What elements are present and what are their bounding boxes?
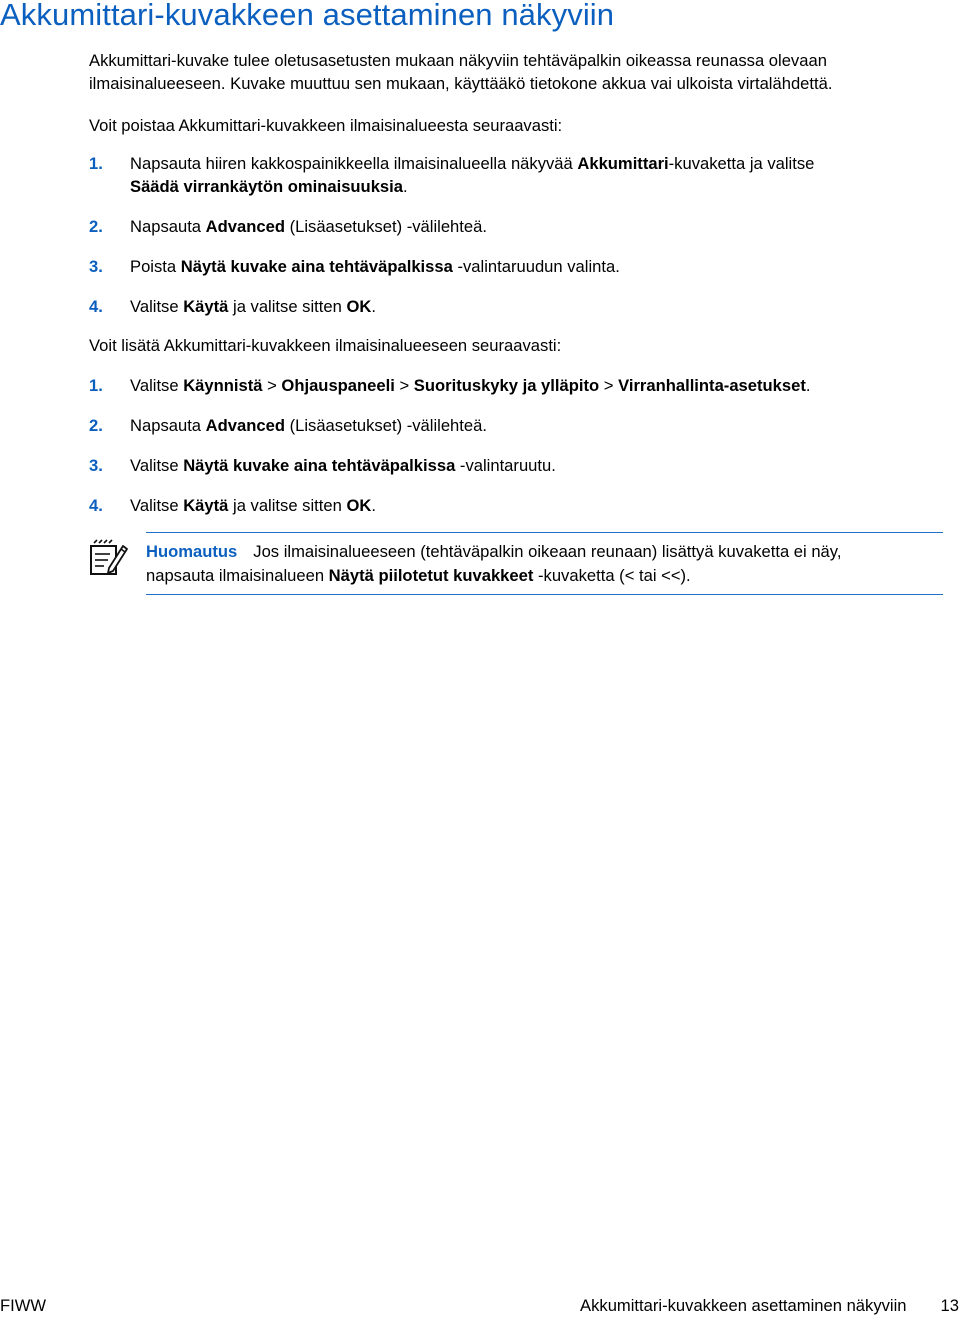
note-label: Huomautus [146, 542, 238, 561]
footer-doc-code: FIWW [0, 1296, 47, 1315]
ui-term: Advanced [205, 416, 285, 435]
note-pencil-icon [88, 537, 130, 579]
add-lead: Voit lisätä Akkumittari-kuvakkeen ilmaisinalueeseen seuraavasti: [89, 336, 562, 355]
ui-term: Käytä [183, 496, 229, 515]
page-title: Akkumittari-kuvakkeen asettaminen näkyviin [0, 0, 615, 32]
ui-term: Virranhallinta-asetukset [618, 376, 806, 395]
ui-term: Näytä piilotetut kuvakkeet [328, 566, 534, 585]
step-number: 4. [89, 297, 103, 316]
step-number: 1. [89, 154, 103, 173]
note-text [146, 540, 841, 588]
step-text: Napsauta hiiren kakkospainikkeella ilmaisinalueella näkyvää Akkumittari-kuvaketta ja valitse [130, 154, 815, 173]
step-text: Valitse Käytä ja valitse sitten OK. [130, 297, 376, 316]
step-text: Napsauta Advanced (Lisäasetukset) -välilehteä. [130, 416, 487, 435]
step-text: Poista Näytä kuvake aina tehtäväpalkissa -valintaruudun valinta. [130, 257, 620, 276]
intro-line-2: ilmaisinalueeseen. Kuvake muuttuu sen mukaan, käyttääkö tietokone akkua vai ulkoista virtalähdettä. [89, 74, 833, 93]
step-number: 1. [89, 376, 103, 395]
ui-term: OK [346, 496, 372, 515]
step-text: Valitse Näytä kuvake aina tehtäväpalkissa -valintaruutu. [130, 456, 556, 475]
ui-term: Akkumittari [577, 154, 669, 173]
ui-term: Ohjauspaneeli [281, 376, 395, 395]
ui-term: Käynnistä [183, 376, 263, 395]
footer-section-page [580, 1296, 959, 1316]
step-number: 3. [89, 456, 103, 475]
ui-term: Suorituskyky ja ylläpito [413, 376, 600, 395]
step-number: 3. [89, 257, 103, 276]
step-number: 4. [89, 496, 103, 515]
remove-lead: Voit poistaa Akkumittari-kuvakkeen ilmaisinalueesta seuraavasti: [89, 116, 563, 135]
step-number: 2. [89, 416, 103, 435]
footer-section-title: Akkumittari-kuvakkeen asettaminen näkyviin [580, 1296, 907, 1315]
ui-term: Säädä virrankäytön ominaisuuksia [130, 177, 403, 196]
note-top-rule [146, 532, 943, 533]
note-line-2: napsauta ilmaisinalueen Näytä piilotetut kuvakkeet -kuvaketta (< tai <<). [146, 566, 691, 585]
step-text: Napsauta Advanced (Lisäasetukset) -välilehteä. [130, 217, 487, 236]
step-number: 2. [89, 217, 103, 236]
intro-line-1: Akkumittari-kuvake tulee oletusasetusten mukaan näkyviin tehtäväpalkin oikeassa reunassa olevaan [89, 51, 827, 70]
ui-term: OK [346, 297, 372, 316]
note-line-1: Huomautus Jos ilmaisinalueeseen (tehtäväpalkin oikeaan reunaan) lisättyä kuvaketta ei näy, [146, 542, 842, 561]
ui-term: Käytä [183, 297, 229, 316]
step-text: Valitse Käynnistä > Ohjauspaneeli > Suorituskyky ja ylläpito > Virranhallinta-asetukset. [130, 376, 811, 395]
page-number: 13 [940, 1296, 959, 1315]
ui-term: Näytä kuvake aina tehtäväpalkissa [183, 456, 456, 475]
note-bottom-rule [146, 594, 943, 595]
ui-term: Näytä kuvake aina tehtäväpalkissa [180, 257, 453, 276]
step-text: Valitse Käytä ja valitse sitten OK. [130, 496, 376, 515]
ui-term: Advanced [205, 217, 285, 236]
